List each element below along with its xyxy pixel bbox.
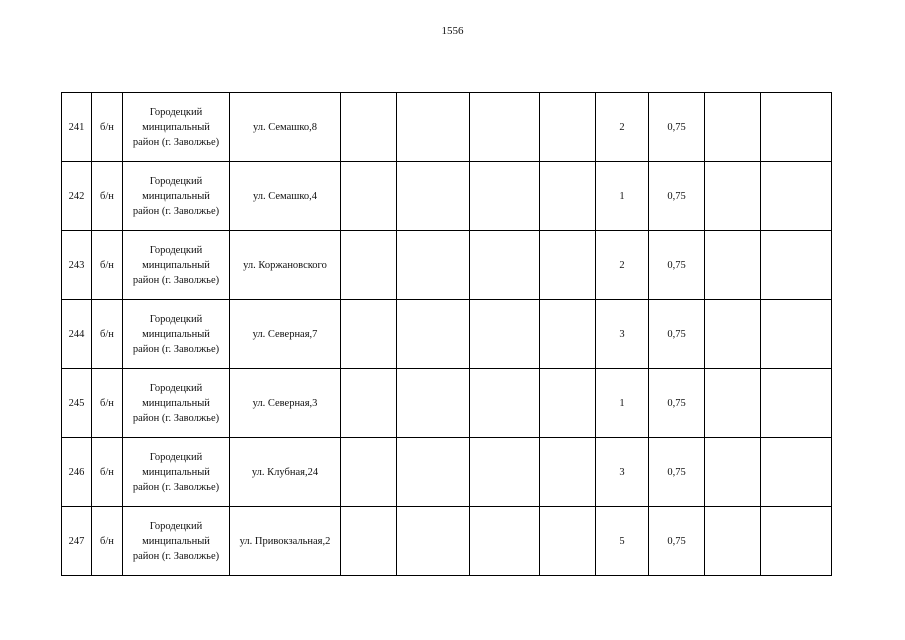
empty-cell: [761, 300, 832, 369]
table-body: [62, 93, 832, 576]
empty-cell: [705, 438, 761, 507]
table-row: [62, 369, 832, 438]
district-cell: [123, 369, 230, 438]
empty-cell: [470, 231, 540, 300]
empty-cell: [341, 231, 397, 300]
address-cell: ул. Северная,7: [230, 300, 341, 369]
district-cell: [123, 507, 230, 576]
address-cell: ул. Семашко,8: [230, 93, 341, 162]
empty-cell: [470, 162, 540, 231]
district-line: район (г. Заволжье): [132, 136, 220, 148]
empty-cell: [397, 93, 470, 162]
empty-cell: [540, 369, 596, 438]
empty-cell: [397, 438, 470, 507]
district-line: минципальный: [142, 328, 210, 340]
empty-cell: [761, 507, 832, 576]
quantity-cell: 1: [596, 369, 649, 438]
district-line: Городецкий: [149, 520, 203, 532]
empty-cell: [761, 162, 832, 231]
district-cell: [123, 231, 230, 300]
district-line: минципальный: [142, 190, 210, 202]
register-table: [61, 92, 832, 576]
volume-cell: 0,75: [649, 93, 705, 162]
district-line: Городецкий: [149, 244, 203, 256]
empty-cell: [470, 438, 540, 507]
row-number-cell: 247: [62, 507, 92, 576]
empty-cell: [397, 507, 470, 576]
district-line: Городецкий: [149, 175, 203, 187]
quantity-cell: 5: [596, 507, 649, 576]
empty-cell: [761, 93, 832, 162]
code-cell: б/н: [92, 231, 123, 300]
empty-cell: [470, 93, 540, 162]
empty-cell: [705, 231, 761, 300]
address-cell: ул. Семашко,4: [230, 162, 341, 231]
district-cell: [123, 162, 230, 231]
empty-cell: [705, 162, 761, 231]
empty-cell: [540, 438, 596, 507]
empty-cell: [341, 162, 397, 231]
empty-cell: [470, 369, 540, 438]
quantity-cell: 3: [596, 300, 649, 369]
empty-cell: [341, 93, 397, 162]
empty-cell: [540, 231, 596, 300]
district-line: минципальный: [142, 466, 210, 478]
empty-cell: [540, 507, 596, 576]
row-number-cell: 244: [62, 300, 92, 369]
volume-cell: 0,75: [649, 438, 705, 507]
empty-cell: [705, 300, 761, 369]
empty-cell: [397, 162, 470, 231]
row-number-cell: 243: [62, 231, 92, 300]
empty-cell: [761, 438, 832, 507]
row-number-cell: 246: [62, 438, 92, 507]
address-cell: ул. Северная,3: [230, 369, 341, 438]
table-row: [62, 231, 832, 300]
address-cell: ул. Клубная,24: [230, 438, 341, 507]
quantity-cell: 2: [596, 93, 649, 162]
empty-cell: [540, 300, 596, 369]
empty-cell: [341, 438, 397, 507]
empty-cell: [397, 300, 470, 369]
empty-cell: [341, 300, 397, 369]
district-line: район (г. Заволжье): [132, 481, 220, 493]
page-number: 1556: [441, 25, 464, 37]
table-row: [62, 438, 832, 507]
address-cell: ул. Коржановского: [230, 231, 341, 300]
row-number-cell: 242: [62, 162, 92, 231]
volume-cell: 0,75: [649, 300, 705, 369]
code-cell: б/н: [92, 93, 123, 162]
empty-cell: [705, 93, 761, 162]
row-number-cell: 245: [62, 369, 92, 438]
empty-cell: [470, 507, 540, 576]
volume-cell: 0,75: [649, 162, 705, 231]
district-cell: [123, 300, 230, 369]
district-line: район (г. Заволжье): [132, 343, 220, 355]
empty-cell: [470, 300, 540, 369]
empty-cell: [341, 369, 397, 438]
quantity-cell: 3: [596, 438, 649, 507]
table-row: [62, 300, 832, 369]
quantity-cell: 1: [596, 162, 649, 231]
district-line: Городецкий: [149, 451, 203, 463]
district-line: Городецкий: [149, 382, 203, 394]
district-line: минципальный: [142, 121, 210, 133]
district-line: Городецкий: [149, 313, 203, 325]
table-row: [62, 162, 832, 231]
district-line: район (г. Заволжье): [132, 274, 220, 286]
volume-cell: 0,75: [649, 507, 705, 576]
empty-cell: [540, 162, 596, 231]
table-row: [62, 507, 832, 576]
code-cell: б/н: [92, 162, 123, 231]
code-cell: б/н: [92, 507, 123, 576]
row-number-cell: 241: [62, 93, 92, 162]
district-line: минципальный: [142, 397, 210, 409]
district-cell: [123, 438, 230, 507]
table-row: [62, 93, 832, 162]
code-cell: б/н: [92, 300, 123, 369]
empty-cell: [705, 507, 761, 576]
volume-cell: 0,75: [649, 369, 705, 438]
empty-cell: [761, 231, 832, 300]
quantity-cell: 2: [596, 231, 649, 300]
district-line: минципальный: [142, 259, 210, 271]
district-line: район (г. Заволжье): [132, 205, 220, 217]
code-cell: б/н: [92, 369, 123, 438]
district-line: минципальный: [142, 535, 210, 547]
empty-cell: [761, 369, 832, 438]
district-line: район (г. Заволжье): [132, 550, 220, 562]
empty-cell: [397, 231, 470, 300]
district-line: район (г. Заволжье): [132, 412, 220, 424]
empty-cell: [397, 369, 470, 438]
district-cell: [123, 93, 230, 162]
volume-cell: 0,75: [649, 231, 705, 300]
address-cell: ул. Привокзальная,2: [230, 507, 341, 576]
district-line: Городецкий: [149, 106, 203, 118]
empty-cell: [341, 507, 397, 576]
empty-cell: [705, 369, 761, 438]
code-cell: б/н: [92, 438, 123, 507]
empty-cell: [540, 93, 596, 162]
